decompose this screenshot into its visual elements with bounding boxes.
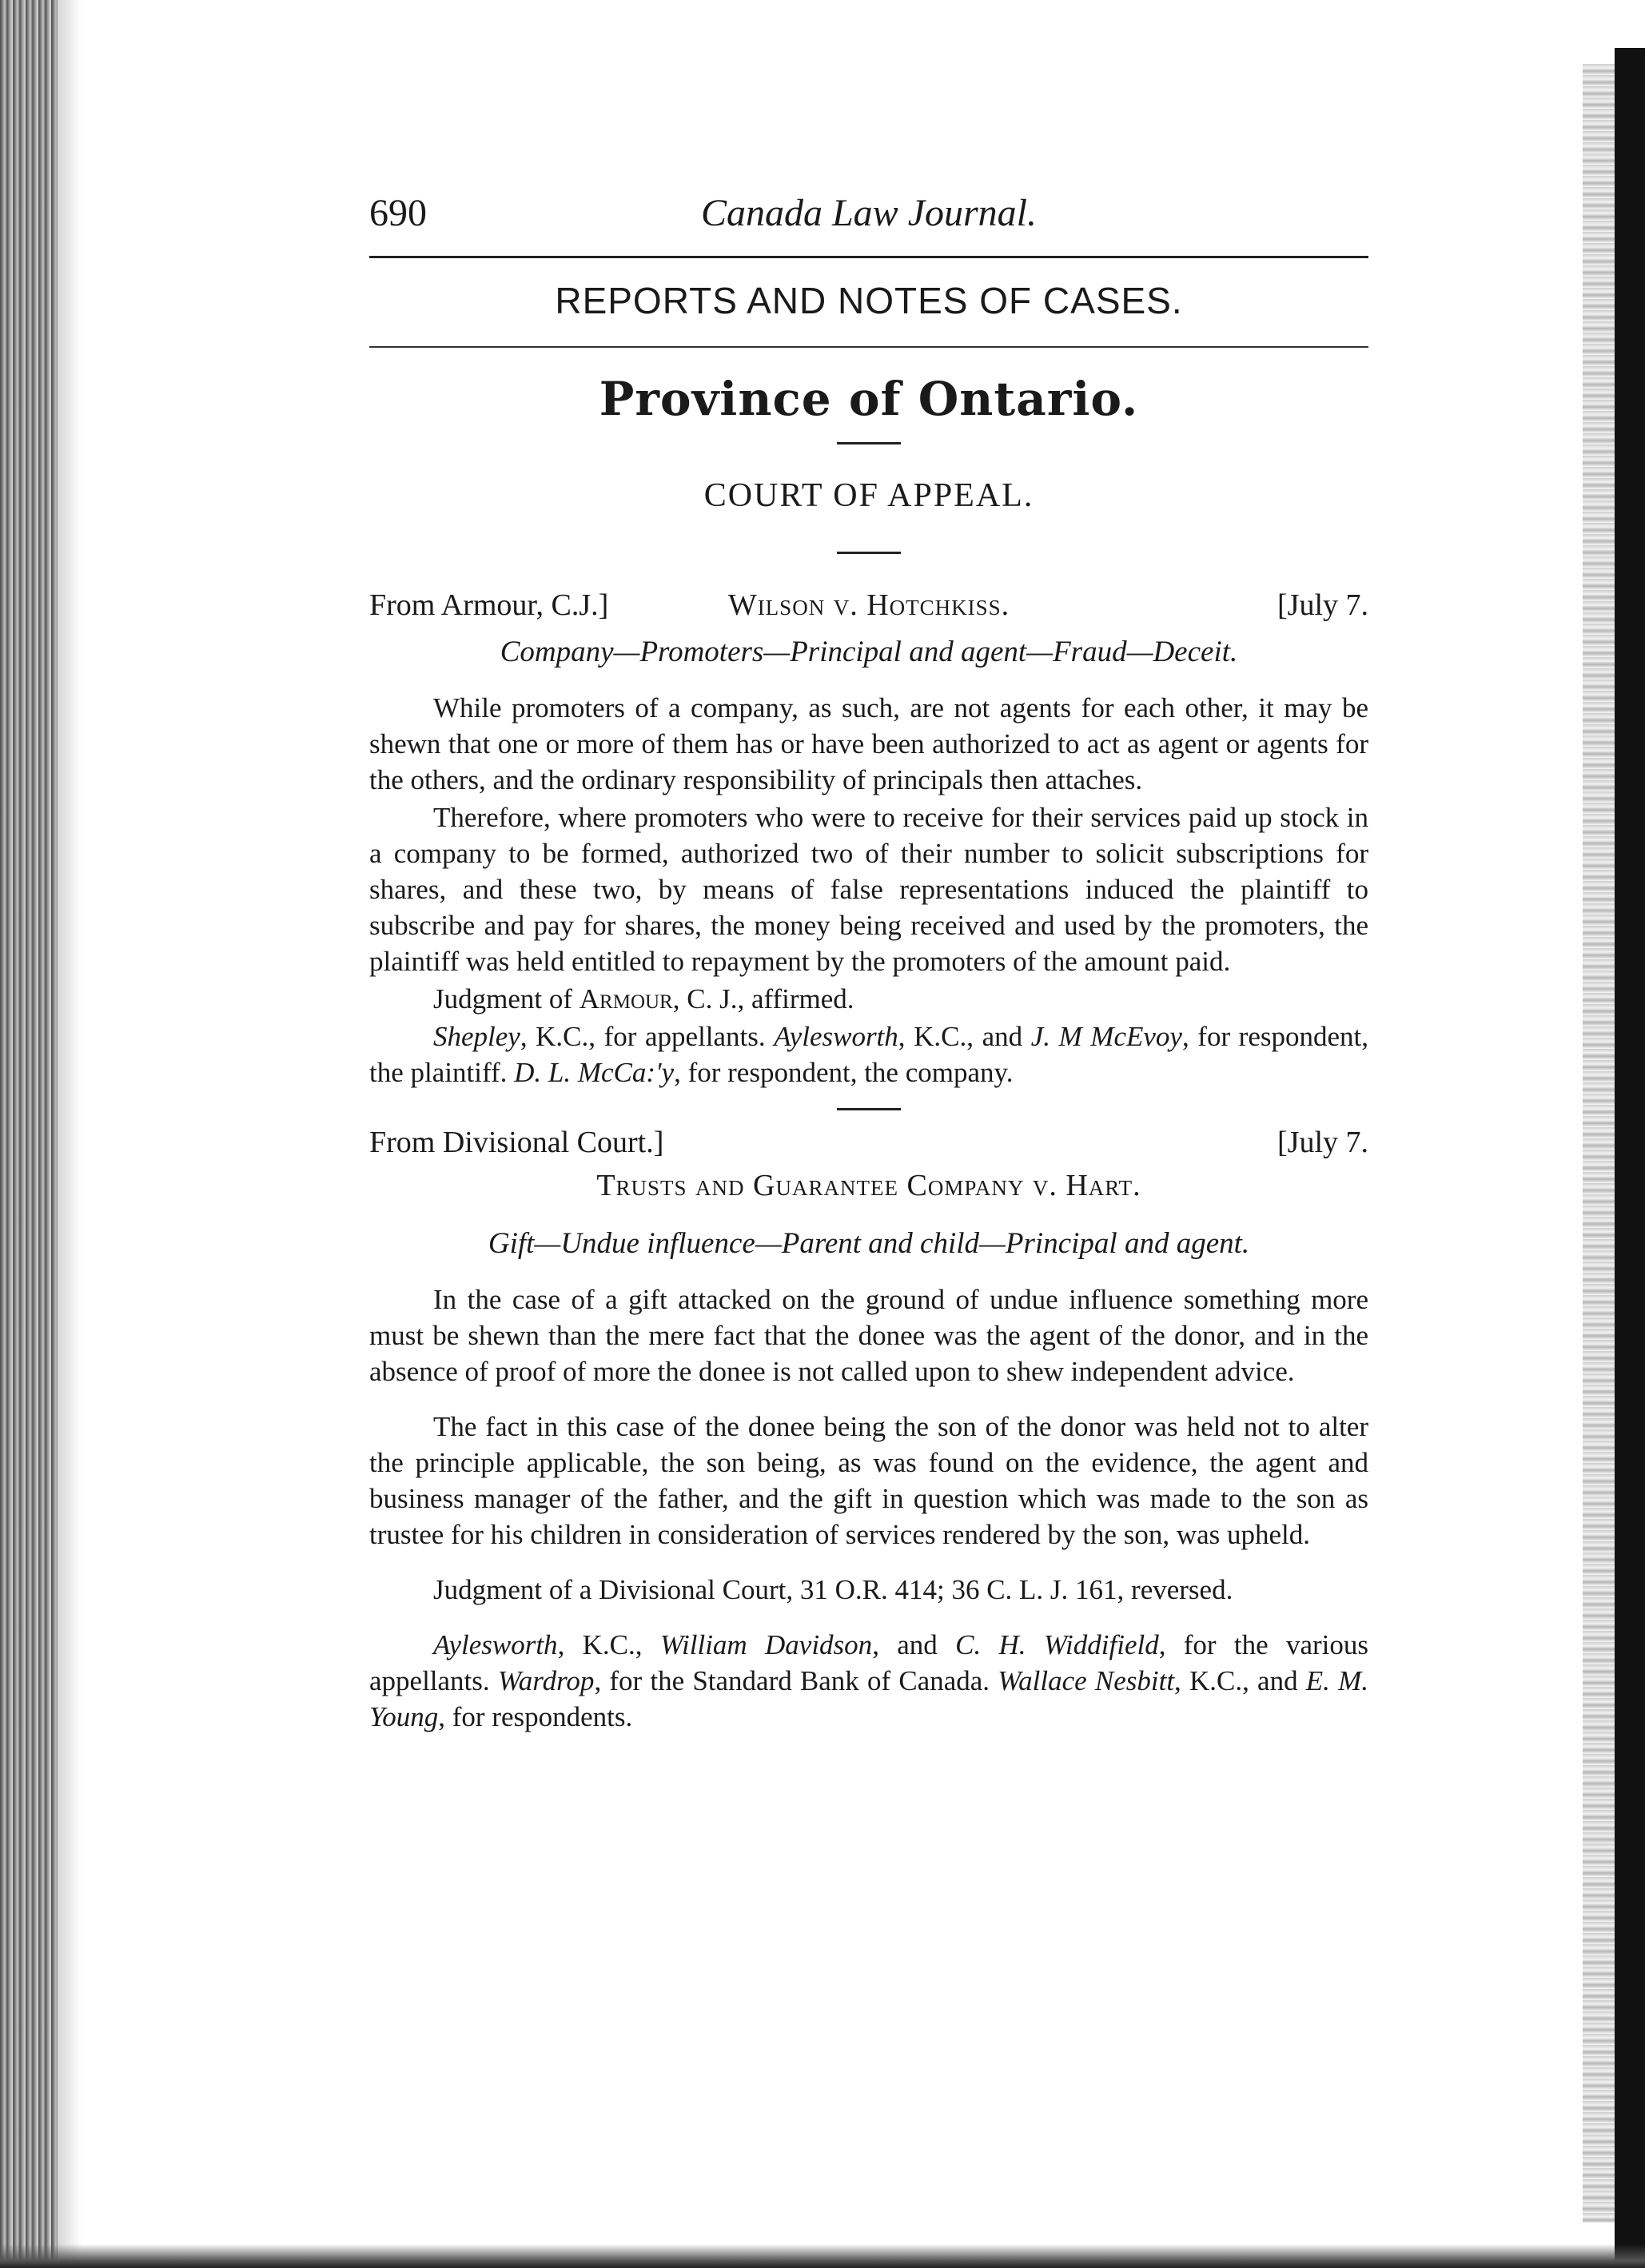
case-1-catchwords: Company—Promoters—Principal and agent—Fraud—Deceit. bbox=[500, 636, 1238, 668]
header-rule bbox=[369, 256, 1368, 258]
scan-left-edge bbox=[0, 0, 58, 2268]
case-2-paragraph: In the case of a gift attacked on the ground of undue influence something more must be shewn than the mere fact that the donee was the agent of the donor, and in the absence of proof of more the donee is not called upon to shew independent advice. bbox=[369, 1284, 1368, 1387]
case-1-title: Wilson v. Hotchkiss. bbox=[727, 588, 1010, 622]
case-2-date: [July 7. bbox=[1277, 1126, 1368, 1159]
case-2-catchwords: Gift—Undue influence—Parent and child—Principal and agent. bbox=[488, 1227, 1250, 1260]
running-header bbox=[369, 185, 1368, 241]
short-divider bbox=[837, 1108, 901, 1110]
scan-right-edge bbox=[1615, 48, 1645, 2268]
case-1-from: From Armour, C.J.] bbox=[369, 588, 609, 622]
case-2-counsel: Aylesworth, K.C., William Davidson, and C. H. Widdifield, for the various appellants. Wardrop, for the Standard Bank of Canada. Wallace Nesbitt, K.C., and E. M. Young, for respondents. bbox=[369, 1629, 1369, 1732]
judge-name: Armour bbox=[579, 983, 673, 1014]
case-1-paragraph: While promoters of a company, as such, are not agents for each other, it may be shewn that one or more of them has or have been authorized to act as agent or agents for the others, and the ordinary responsibility of principals then attaches. bbox=[369, 692, 1368, 795]
section-rule bbox=[369, 346, 1368, 348]
case-1-date: [July 7. bbox=[1277, 588, 1368, 622]
scan-right-shadow bbox=[1583, 64, 1615, 2222]
province-heading: Province of Ontario. bbox=[599, 372, 1139, 426]
case-2-header bbox=[369, 1120, 1368, 1165]
case-2-judgment: Judgment of a Divisional Court, 31 O.R. 414; 36 C. L. J. 161, reversed. bbox=[433, 1574, 1233, 1605]
case-1-header bbox=[369, 583, 1368, 628]
case-2-title: Trusts and Guarantee Company v. Hart. bbox=[596, 1169, 1141, 1202]
case-2-from: From Divisional Court.] bbox=[369, 1126, 664, 1159]
case-2-paragraph: The fact in this case of the donee being the son of the donor was held not to alter the principle applicable, the son being, as was found on the evidence, the agent and business manager of the father, and the gift in question which was made to the son as trustee for his children in consideration of services rendered by the son, was upheld. bbox=[369, 1411, 1368, 1550]
journal-title: Canada Law Journal. bbox=[700, 192, 1038, 234]
page-number: 690 bbox=[369, 192, 427, 234]
short-divider bbox=[837, 552, 901, 554]
short-divider bbox=[837, 442, 901, 444]
case-1-counsel: Shepley, K.C., for appellants. Aylesworth, K.C., and J. M McEvoy, for respondent, the plaintiff. D. L. McCa:'y, for respondent, the company. bbox=[369, 1021, 1368, 1088]
scan-bottom-edge bbox=[0, 2244, 1645, 2268]
court-heading: COURT OF APPEAL. bbox=[703, 477, 1034, 514]
case-1-paragraph: Therefore, where promoters who were to receive for their services paid up stock in a company to be formed, authorized two of their number to solicit subscriptions for shares, and these two, by means of false representations induced the plaintiff to subscribe and pay for shares, the money being received and used by the promoters, the plaintiff was held entitled to repayment by the promoters of the amount paid. bbox=[369, 802, 1368, 977]
section-title: REPORTS AND NOTES OF CASES. bbox=[555, 280, 1183, 321]
journal-page bbox=[369, 185, 1368, 1735]
case-1-judgment: Judgment of Armour, C. J., affirmed. bbox=[433, 983, 854, 1014]
